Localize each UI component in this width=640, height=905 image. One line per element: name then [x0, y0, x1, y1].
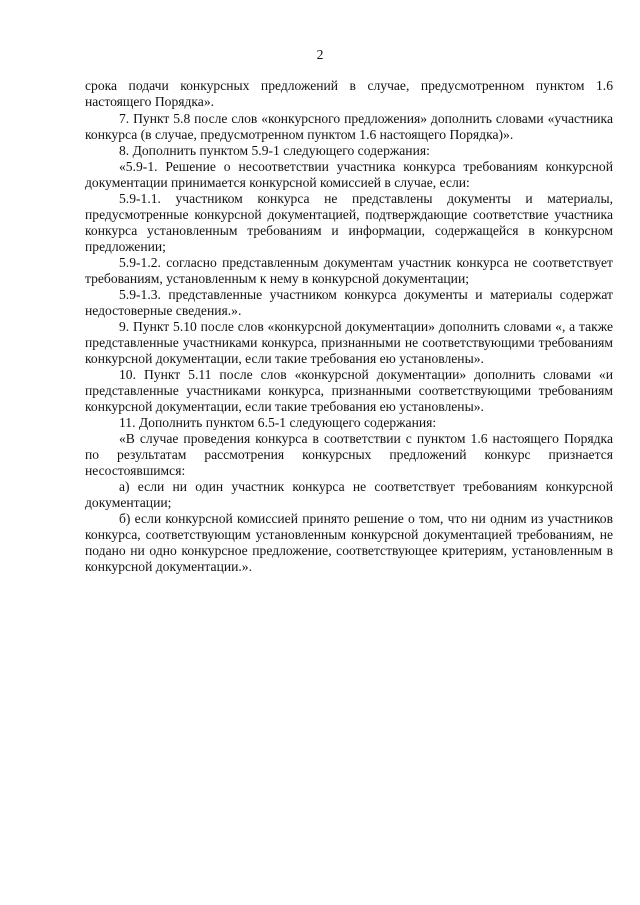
- paragraph-item-10: 10. Пункт 5.11 после слов «конкурсной документации» дополнить словами «и представленные участниками конкурса, признанными соответствующими требованиям конкурсной документации, если такие требования ею установлены».: [85, 367, 613, 414]
- paragraph-item-8: 8. Дополнить пунктом 5.9-1 следующего содержания:: [119, 143, 430, 158]
- paragraph-clause-5-9-1-1: 5.9-1.1. участником конкурса не представлены документы и материалы, предусмотренные конкурсной документацией, подтверждающие соответствие участника конкурса установленным требованиям и информации, содержащейся в конкурсном предложении;: [85, 191, 613, 254]
- page-number: 2: [316, 47, 324, 62]
- paragraph-clause-5-9-1-2: 5.9-1.2. согласно представленным документам участник конкурса не соответствует требованиям, установленным к нему в конкурсной документации;: [85, 255, 613, 286]
- paragraph-clause-5-9-1-3: 5.9-1.3. представленные участником конкурса документы и материалы содержат недостоверные сведения.».: [85, 287, 613, 318]
- paragraph-item-7: 7. Пункт 5.8 после слов «конкурсного предложения» дополнить словами «участника конкурса (в случае, предусмотренном пунктом 1.6 настоящего Порядка)».: [85, 111, 613, 142]
- paragraph-item-9: 9. Пункт 5.10 после слов «конкурсной документации» дополнить словами «, а также представленные участниками конкурса, признанными не соответствующими требованиям конкурсной документации, если такие требования ею установлены».: [85, 319, 613, 366]
- paragraph-subclause-a: а) если ни один участник конкурса не соответствует требованиям конкурсной документации;: [85, 479, 613, 510]
- paragraph-subclause-b: б) если конкурсной комиссией принято решение о том, что ни одним из участников конкурса, соответствующим установленным конкурсной документацией требованиям, не подано ни одно конкурсное предложение, соответствующее критериям, установленным в конкурсной документации.».: [85, 511, 613, 574]
- paragraph-continuation: срока подачи конкурсных предложений в случае, предусмотренном пунктом 1.6 настоящего Порядка».: [85, 78, 613, 109]
- paragraph-clause-5-9-1: «5.9-1. Решение о несоответствии участника конкурса требованиям конкурсной документации принимается конкурсной комиссией в случае, если:: [85, 159, 613, 190]
- document-body: [85, 78, 613, 575]
- paragraph-clause-6-5-1: «В случае проведения конкурса в соответствии с пунктом 1.6 настоящего Порядка по результатам рассмотрения конкурсных предложений конкурс признается несостоявшимся:: [85, 431, 613, 478]
- paragraph-item-11: 11. Дополнить пунктом 6.5-1 следующего содержания:: [119, 415, 437, 430]
